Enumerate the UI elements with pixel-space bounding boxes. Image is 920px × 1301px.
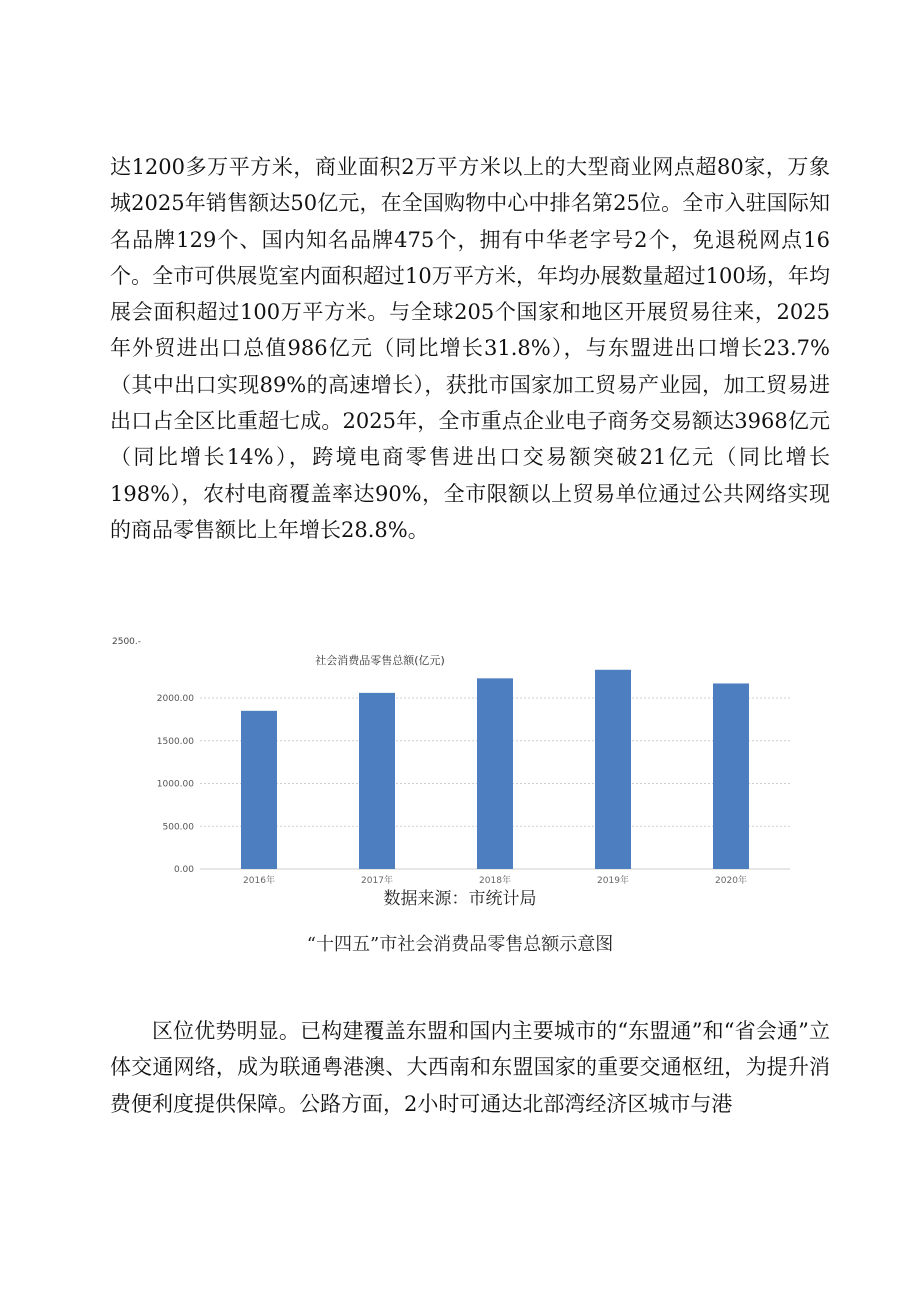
x-tick-label: 2018年 [479, 876, 511, 886]
bar-2017年 [359, 693, 395, 869]
data-source-note: 数据来源：市统计局 [383, 889, 537, 909]
bar-2016年 [241, 711, 277, 869]
retail-sales-chart [110, 636, 810, 888]
chart-bars [241, 670, 749, 869]
x-tick-label: 2019年 [597, 876, 629, 886]
y-tick-label: 2000.00 [156, 694, 194, 704]
bar-2020年 [713, 683, 749, 869]
x-tick-label: 2016年 [243, 876, 275, 886]
retail-sales-chart-svg [110, 636, 810, 888]
bar-2018年 [477, 678, 513, 869]
chart-title: 社会消费品零售总额(亿元) [315, 654, 445, 667]
figure-caption: “十四五”市社会消费品零售总额示意图 [306, 934, 614, 955]
y-tick-label: 0.00 [173, 865, 194, 875]
y-tick-label: 1500.00 [156, 736, 194, 747]
y-tick-label: 1000.00 [156, 779, 194, 790]
x-tick-label: 2020年 [715, 876, 747, 886]
x-tick-label: 2017年 [361, 876, 393, 886]
bar-2019年 [595, 670, 631, 869]
body-paragraph-1: 达1200多万平方米，商业面积2万平方米以上的大型商业网点超80家，万象城2025年销售额达50亿元，在全国购物中心中排名第25位。全市入驻国际知名品牌129个、国内知名品牌475个，拥有中华老字号2个，免退税网点16个。全市可供展览室内面积超过10万平方米，年均办展数量超过100场，年均展会面积超过100万平方米。与全球205个国家和地区开展贸易往来，2025年外贸进出口总值986亿元（同比增长31.8%），与东盟进出口增长23.7%（其中出口实现89%的高速增长），获批市国家加工贸易产业园，加工贸易进出口占全区比重超七成。2025年，全市重点企业电子商务交易额达3968亿元（同比增长14%），跨境电商零售进出口交易额突破21亿元（同比增长198%），农村电商覆盖率达90%，全市限额以上贸易单位通过公共网络实现的商品零售额比上年增长28.8%。 [110, 155, 830, 542]
body-paragraph-2: 区位优势明显。已构建覆盖东盟和国内主要城市的“东盟通”和“省会通”立体交通网络，成为联通粤港澳、大西南和东盟国家的重要交通枢纽，为提升消费便利度提供保障。公路方面，2小时可通达北部湾经济区城市与港 [110, 1019, 830, 1116]
y-tick-label: 500.00 [162, 822, 194, 833]
chart-y-ticks [157, 694, 194, 875]
chart-overflow-tick-label: 2500.- [112, 637, 142, 647]
